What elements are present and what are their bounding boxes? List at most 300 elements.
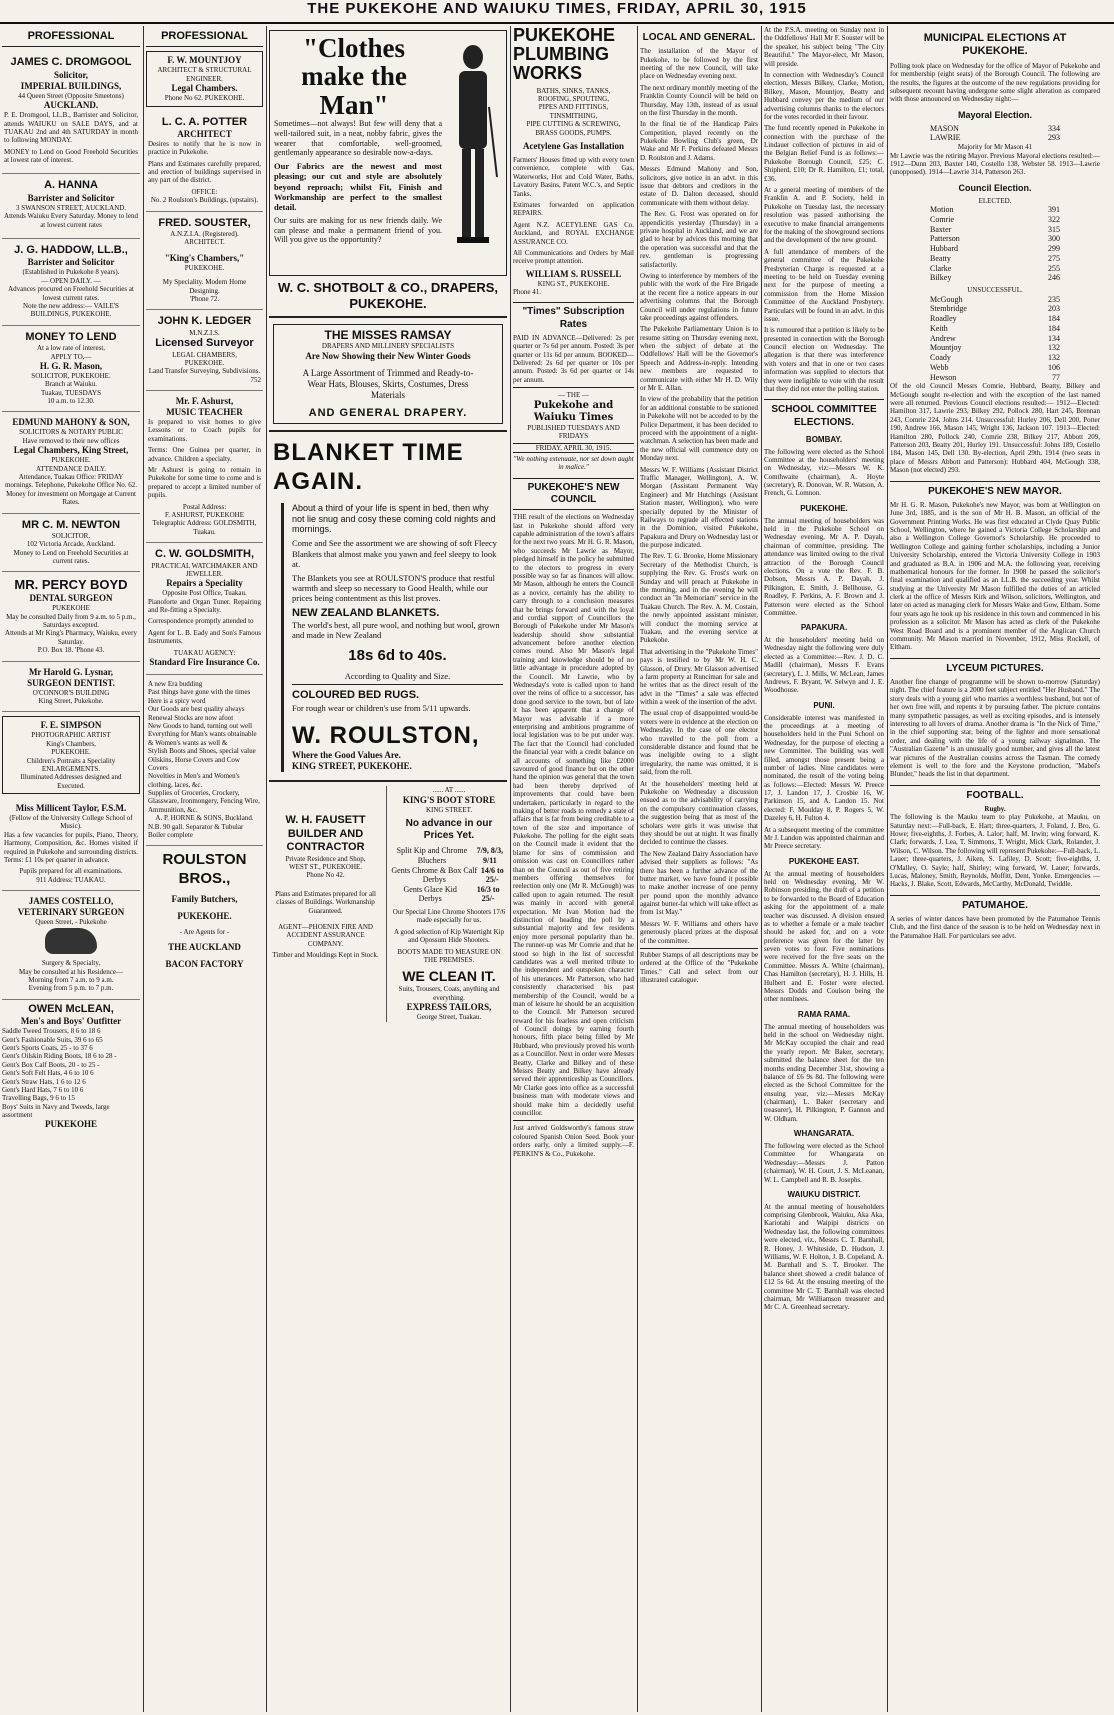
bull-illustration [4,928,138,957]
column-local-general [640,26,758,1712]
ad-ramsay [273,324,503,424]
ad-line: BUILDER AND [287,827,364,840]
ad-line: AUCKLAND. [43,100,99,111]
ad-line: SOLICITOR, PUKEKOHE. [31,371,111,380]
list-item: Gent's Straw Hats, 1 6 to 12 6 [2,1077,86,1086]
ad-line: Land Transfer Surveying, Subdivisions. [148,367,261,376]
ad-text: Our suits are making for us new friends daily. We can please and make a permanent friend of you. Will you give us the opportunity? [274,215,442,245]
ad-line: - Are Agents for - [179,927,230,936]
subhead: Council Election. [958,182,1032,193]
ad-line: Queen Street, - Pukekohe [35,918,107,927]
ad-line: APPLY TO,— [50,352,92,361]
majority: Majority for Mr Mason 41 [957,143,1033,152]
ad-clothes [269,30,507,276]
ad-name: WILLIAM S. RUSSELL [525,268,622,279]
ad-line: "King's Chambers," [164,252,245,263]
flag-title: Pukekohe and Waiuku Times [533,399,614,423]
ad-line: My Speciality. Modern Home Designing. [162,278,247,295]
ad-text: A Large Assortment of Trimmed and Ready-to-Wear Hats, Blouses, Skirts, Costumes, Dress Materials [302,367,474,400]
column-local-general-2 [764,26,884,1712]
result-row [890,225,1100,235]
ad-line: King's Chambers, [46,739,96,748]
ad-text: Plans and Estimates carefully prepared, and erection of buildings supervised in any part of the district. [148,159,261,185]
votes: 293 [1048,133,1060,143]
ad-line: KING STREET. [425,805,473,814]
column-rule [637,26,638,1712]
ad-line: Pupils prepared for all examinations. [19,867,123,876]
ad-souster [146,212,263,311]
candidate: McGough [930,294,963,304]
ad-line: Branch at Waiuku. [45,380,97,389]
ad-subhead: COLOURED BED RUGS. [292,684,503,702]
ad-name: OWEN McLEAN, [28,1002,114,1015]
ad-approaching [146,675,263,846]
ad-title: Solicitor, [54,69,88,80]
article-body: THE result of the elections on Wednesday last in Pukekohe should afford very capable administration of the town's affairs for the next two years. Mr H. G. R. Mason, who succeeds Mr Lawrie as Mayor, pledged himself in the policy he submitted to the electors to progress in every possible way so far as finances will allow. Mr Mason, although he enters the Council as a novice, certainly has the ability to carry through to a conclusion measures that he brings forward and with the loyal and cordial support of Councillors the Borough of Pukekohe under Mr Mason's leadership should show substantial advancement before another election comes round. Also Mr Mason's legal training and knowledge should be of no little advantage in procedure adopted by the Council. Mr Lawrie, who by Wednesday's vote is called upon to hand over the reins of office to a successor, has done good service to the town, but of late it has been apparent that a change of Mayor was advisable if a more enterprising and ambitious programme of local legislation was to be put under way. The fact that the Council had concluded the financial year with a credit balance on all accounts of something like £2000 savoured of good finance but on the other hand the opinion was general that the town had been thereby deprived of improvements that could have been undertaken, particularly in regard to the making of better roads to remedy a state of affairs that is far from being creditable to a town of the size and importance of Pukekohe. The polling for the eight seats on the Council made it evident that the blame for sins of commission and omission was cast on Councillors rather than on the Council as out of five retiring members offering themselves for reelection only one (Mr R. McGough) was called upon to again returned. The result was mainly in accord with general expectation. Mr Ivan Motion had the distinction of heading the poll by a substantial majority and few residents enjoy more personal popularity than he. The runner-up was Mr Comrie and that he stood so high in the list of successful candidates was a well merited tribute to the independent and outspoken character of his utterances. Mr Patterson, who had consistently characterised his past membership of the Council, would be a man of leisure he should be an acquisition to the Council. Mr Patterson secured reward for his fearless and open criticism of Council doings by earning fourth honours, fifth place being filled by Mr Hubbard, who previously proved his worth as a Councillor. Next in order were Messrs Beatty, Clarke and Bilkey and of these Messrs Beatty and Bilkey have already served their apprenticeship as Councillors. Mr Clarke goes into office as a successful business man with moderate views and should make him a decidedly useful councillor. [513,513,634,1117]
column-rule [761,26,762,1712]
ad-name: J. G. HADDOW, LL.B., [14,244,128,256]
candidate: Mountjoy [930,343,962,353]
ad-name: F. W. MOUNTJOY [167,55,242,66]
ad-line: Surgery & Specialty, [41,959,101,968]
votes: 300 [1048,234,1060,244]
news-item: Messrs W. F. Williams and others have generously placed prizes at the disposal of the committee. [640,919,758,945]
ad-text: Rubber Stamps of all descriptions may be ordered at the Office of the "Pukekohe Times." Call and select from our illustrated catalogue. [640,948,758,985]
ad-ashurst [146,391,263,543]
ad-line: PUKEKOHE. [184,358,225,367]
candidate: Bilkey [930,273,952,283]
result-row [890,295,1100,305]
ad-text: Agent for L. B. Eady and Son's Famous Instruments. [148,628,261,646]
ad-line: — OPEN DAILY. — [41,276,101,285]
ad-line: THE AUCKLAND [168,942,241,953]
candidate: Comrie [930,214,954,224]
ad-mclean [2,1000,140,1131]
news-item: Owing to interference by members of the public with the work of the Fire Brigade at the recent fire a notice appears in our advertising columns that the Borough Council will under regulations in future take proceedings against offenders. [640,271,758,322]
ad-line: Money to Lend on Freehold Securities at current rates. [13,548,129,566]
ad-line: Opposite Post Office, Tuakau. [162,589,247,598]
news-item: In view of the probability that the petition for an additional constable to be stationed in Pukekohe will not be acceded to by the Police Department, it has been decided to proceed with the appointment of a night-watchman. A selection has been made and the new official will commence duty on Monday next. [640,395,758,463]
ad-line: Attendance, Tuakau Office: FRIDAY mornings. Telephone, Pukekohe Office No. 62. [4,472,138,490]
ad-line: Postal Address: [182,502,227,511]
ad-line: Note the new address:— VAILE'S BUILDINGS, PUKEKOHE. [23,301,119,319]
news-item: The annual meeting of householders was held in the school on Wednesday night. Mr McKay occupied the chair and read the yearly report. Mr Baker, secretary, submitted the balance sheet for the ten months ending December 31st, showing a balance of £6 9s 8d. The following were elected as the School Committee for the ensuing year, viz:—Messrs McKay (chairman), L. Baker (secretary and treasurer), H. Pilkington, P. Gannon and W. Oldham. [764,1022,884,1123]
result-row [890,264,1100,274]
ad-line: ...... AT ...... [432,786,466,795]
ad-name: THE MISSES RAMSAY [324,327,452,342]
article-body: Mr Lawrie was the retiring Mayor. Previous Mayoral elections resulted:— 1912—Dunn 203, Baxter 140, Costello 138, Webster 58. 1913—Lawrie (unopposed). 1914—Lawrie 314, Patterson 263. [890,151,1100,177]
candidate: MASON [930,123,959,133]
ad-text: Correspondence promptly attended to [148,617,254,626]
news-item: At the annual meeting of householders held on Wednesday evening, Mr W. Robinson presiding, the draft of a petition to be forwarded to the Board of Education asking for the appointment of a male teacher was discussed. A division ensued as to whether a female or a male teacher should be asked for, and on a vote preference was given for the latter by seven votes to four. Five nominations were received for the five seats on the Committee. Messrs A. White (chairman), Chas Hamilton (secretary), H. J. Hills, H. Hulbert and E. Foster were elected. Messrs Dodds and Coulson being the other nominees. [764,869,884,1004]
result-row [890,304,1100,314]
subhead: BOMBAY. [805,434,843,444]
ad-subhead: NEW ZEALAND BLANKETS. [292,606,440,619]
price-row [391,885,507,904]
section-heading: PUKEKOHE'S NEW MAYOR. [890,481,1100,498]
item-price: 16/3 to 25/- [476,884,500,904]
list-item: Gent's Oilskin Riding Boots, 18 6 to 28 - [2,1052,117,1061]
news-item: It is rumoured that a petition is likely to be presented in connection with the Borough Council election on Wednesday. The allegation is that there was interference with voters and that in one or two cases information was supplied to electors that they were ineligible to vote with the result that they did not enter the polling station. [764,326,884,394]
acrostic-line: & Women's wants as well & [148,738,228,747]
acrostic-line: Stylish Boots and Shoes, special value [148,747,256,756]
ad-boyd [2,572,140,661]
ad-line: PUKEKOHE. [51,748,91,757]
ad-title: DENTAL SURGEON [29,593,113,604]
ad-line: AND GENERAL DRAPERY. [308,406,468,419]
ad-text: MONEY to Lend on Good Freehold Securities at lowest rate of interest. [4,147,138,165]
newspaper-flag [513,387,634,472]
ad-name: L. C. A. POTTER [161,115,248,128]
subhead: WAIUKU DISTRICT. [787,1189,861,1199]
ad-mason-money [2,326,140,413]
result-row [890,314,1100,324]
news-item: The following were elected as the School Committee for Whangarata on Wednesday:—Messrs J. Patton (chairman), W. H. Court, J. S. McLeanan, W. L. Campbell and R. B. Josephs. [764,1141,884,1184]
result-row [890,234,1100,244]
ad-dromgool [2,51,140,174]
acrostic-line: Past things have gone with the times [148,688,251,697]
price-row [391,846,507,865]
ad-line: KING ST., PUKEKOHE. [537,279,610,288]
result-row [890,273,1100,283]
news-item: The Rev. T. G. Brooke, Home Missionary Secretary of the Methodist Church, is supplying the Rev. G. Frost's work on Sunday and will preach at Pukekohe in the morning, and in the evening he will conduct an "In Memoriam" service in the Tuakau Church. The Rev. A. M. Costain, the newly appointed assistant minister, will conduct the morning service at Tuakau, and the evening service at Pukekohe. [640,552,758,645]
ad-line: 752 [250,375,261,384]
ad-name: Mr Harold G. Lysnar, [28,666,114,677]
acrostic-line: New Goods to hand, turning out well [148,721,253,730]
result-row [890,124,1100,134]
votes: 184 [1048,323,1060,333]
candidate: Hewson [930,372,957,382]
news-item: The annual meeting of householders was held in the Pukekohe School on Wednesday evening, Mr A. P. Dayah, chairman of committee, presiding. The attendance was limited owing to the rival attraction of the Borough Council elections. On a vote the Rev. F. B. Dobson, Messrs A. P. Dayah, J. Pilkington, E. Smith, J. Bellhouse, G. Roadley, F. Perkins, A. F. Brown and J. Patterson were elected as the School Committee. [764,516,884,617]
news-item: In the final tie of the Handicap Pairs Competition, played recently on the Pukekohe Bowling Club's green, Dr Wake and Mr F. Perkins defeated Messrs D. Roulston and J. Adams. [640,120,758,162]
news-item: At a subsequent meeting of the committee Mr J. Landon was appointed chairman and Mr Preece secretary. [764,825,884,851]
article-body: Of the old Council Messrs Comrie, Hubbard, Beatty, Bilkey and McGough sought re-election and with the exception of the last named were all returned. Previous Council elections resulted:— 1912—Elected: Hamilton 317, Lawrie 293, Bilkey 292, Pollock 280, Hart 245, Brennan 243, Comrie 224, Johns 214. Unsuccessful: Hurley 206, Dell 200, Potter 190, Andrew 166, Mason 145, Wright 136, Jackson 107. 1913—Elected: Hamilton 280, Pollock 240, Comrie 238, Bilkey 217, Abbott 209, Patterson 203, Beatty 201, Hurley 191. Unsuccessful: Johns 189, Costello 184, Mason 145, Dell 130. By-election, April 29th, 1914 (two seats in place of Messrs Abbott and Patterson): Hubbard 404, McGough 338, Mason (not elected) 293. [890,382,1100,475]
ad-name: W. H. FAUSETT [285,814,366,827]
result-row [890,334,1100,344]
news-item: That advertising in the "Pukekohe Times" pays is testified to by Mr W. H. C. Glasson, of Drury. Mr Glasson advertised a farm property at Runciman for sale and he writes that as the direct result of the advt in the "Times" a sale was effected within a week of the insertion of the advt. [640,647,758,707]
item-price: 7/9, 8/3, 9/11 [476,846,504,866]
acrostic-line: Renewal Stocks are now afoot [148,713,234,722]
ad-line: May be consulted Daily from 9 a.m. to 5 p.m., Saturdays excepted. [6,612,136,630]
section-heading: LYCEUM PICTURES. [890,658,1100,675]
ad-line: No. 2 Roulston's Buildings, (upstairs). [150,196,259,205]
ad-line: Tuakau, TUESDAYS [40,388,102,397]
result-row [890,353,1100,363]
acrostic-line: Here is a spicy word [148,696,206,705]
ad-ledger [146,310,263,391]
ad-line: (Fellow of the University College School of Music). [9,814,133,831]
ad-line: Telegraphic Address: GOLDSMITH, Tuakau. [152,519,257,536]
ad-title: ARCHITECT [177,128,232,139]
news-item: The following were elected as the School Committee at the householders' meeting on Wednesday, viz:—Messrs W. K. Comthwaite (chairman), A. Hoyte (secretary), R. Donovan, W. R. Watson, A. French, G. Lomnon. [764,447,884,498]
article-body: The following is the Mauku team to play Pukekohe, at Mauku, on Saturday next:—Full-back, E. Hart; three-quarters, J. Foland, J. Bro, G. Howe; five-eighths, J. Forbes, A. Lalor; half, M. Irwin; wing forward, K. Clark; forwards, J. Lea, T. Simmons, T. Wright, Mick Clark, Rolander, J. Wilson, C. Wilson. The following will represent Pukekohe:—Full-back, L. Lauer; three-quarters, J. Aiken, S. Lafiley, D. Scott; five-eighths, J. O'Malley, O. Sayle; half, Shirley; wing forward, W. Lauer; forwards, Lucas, Maloney, Smith, Reynolds, Moffitt, Dent, Yonke. Emergencies —Hacks, J. Blake, Scott, Edwards, McCarthy, McDonald, Twiddle. [890,813,1100,889]
news-item: The installation of the Mayor of Pukekohe, to be followed by the first meeting of the new Council, will take place on Wednesday evening next. [640,47,758,81]
list-item: BATHS, SINKS, TANKS, [536,86,611,95]
news-item: At the P.S.A. meeting on Sunday next in the Oddfellows' Hall Mr F. Souster will be the speaker, his subject being "The City Beautiful." The Mayor-elect, Mr Mason, will preside. [764,26,884,68]
result-row [890,343,1100,353]
ad-headline: PUKEKOHE PLUMBING WORKS [513,26,616,83]
news-item: The next ordinary monthly meeting of the Franklin County Council will be held on Thursday, May 13th, instead of as usual on the first Thursday in the month. [640,83,758,117]
candidate: Andrew [930,333,956,343]
ad-line: King Street, Pukekohe. [38,696,104,705]
ad-line: George Street, Tuakau. [416,1013,482,1022]
ad-title: VETERINARY SURGEON [17,907,125,918]
result-row [890,254,1100,264]
news-item: The New Zealand Dairy Association have advised their suppliers as follows: "As there has been a further advance of the butter market, we have found it possible to make another increase of one penny per pound upon the monthly advance against butter-fat which will take effect as from 1st May." [640,849,758,917]
votes: 134 [1048,333,1060,343]
ad-line: TUAKAU AGENCY: [173,648,236,657]
ad-line: Private Residence and Shop, [285,854,366,863]
ad-line: 44 Queen Street (Opposite Smeetons) [18,91,124,100]
bottom-ads-row [269,780,507,1021]
ad-line: Advances procured on Freehold Securities at lowest current rates. [8,285,134,302]
ad-name: W. ROULSTON, [292,722,480,750]
news-item: Messrs W. F. Williams (Assistant District Traffic Manager, Wellington), A. W. Morgan (Assistant Permanent Way Engineer) and Mr Hutchings (Assistant Station master, Wellington), who were specially deputed by the Minister of Railways to regrade all effected stations in the Dominion, visited Pukekohe, Papakura and Drury on Wednesday last or the purpose indicated. [640,465,758,550]
flag-date: FRIDAY, APRIL 30, 1915. [513,443,634,453]
news-item: The fund recently opened in Pukekohe in connection with the purchase of the Lindauer collection of pictures in aid of the Belgian Relief Fund is as follows:—Pukekohe Borough Council, £25; C. Shipherd, £10; Dr R. Hamilton, £1; total, £36. [764,124,884,183]
subhead: ELECTED. [978,196,1012,205]
ad-newton [2,514,140,573]
ad-title: SURGEON DENTIST. [27,677,115,688]
ad-text: BOOTS MADE TO MEASURE ON THE PREMISES. [397,947,501,964]
subhead: Mayoral Election. [957,109,1033,120]
ad-line: EXPRESS TAILORS, [406,1002,492,1013]
ad-title: Barrister and Solicitor [27,257,115,268]
acrostic-line: Oilskins, Horse Covers and Cow Covers [148,755,240,772]
news-item: Messrs Edmund Mahony and Son, solicitors, give notice in an advt. in this issue that debtors and creditors in the estate of D. Dalton deceased, should communicate with them without delay. [640,165,758,207]
news-item: The usual crop of disappointed would-be voters were in evidence at the election on Wednesday. In the case of one elector who travelled to the poll from a considerable distance and found that he was ineligible owing to a slight irregularity, the name was omitted, it is said, from the roll. [640,709,758,777]
votes: 391 [1048,205,1060,215]
section-heading: SCHOOL COMMITTEE ELECTIONS. [764,399,884,428]
ad-haddow [2,239,140,326]
ad-line: LEGAL CHAMBERS, [172,350,237,359]
list-item: Gent's Soft Felt Hats, 4 6 to 10 6 [2,1069,94,1078]
section-heading: "Times" Subscription Rates [513,302,634,330]
ad-name: KING'S BOOT STORE [402,794,496,805]
list-item: Gent's Box Calf Boots, 20 - to 25 - [2,1060,100,1069]
ad-line: KING STREET, PUKEKOHE. [292,761,412,772]
section-heading: PROFESSIONAL [2,26,140,47]
ad-line: Family Butchers, [171,894,238,904]
ad-costello [2,891,140,1000]
ad-roulston-bros [146,846,263,982]
ad-line: Money for investment on Mortgage at Current Rates. [6,489,136,507]
ad-line: Legal Chambers, King Street, [13,445,129,456]
column-rule [143,26,144,1712]
ad-name: F. E. SIMPSON [40,720,102,731]
candidate: Keith [930,323,948,333]
ad-line: F. ASHURST, PUKEKOHE [164,510,245,519]
candidate: Patterson [930,234,960,244]
ad-line: M.N.Z.I.S. [189,328,220,337]
ad-text: About a third of your life is spent in bed, then why not lie snug and cosy these coming cold nights and mornings. [292,502,496,535]
column-professional-2 [146,26,263,1712]
ad-text: Our Fabrics are the newest and most pleasing; our cut and style are absolutely beyond reproach; whilst Fit, Finish and Workmanship are perfect to the smallest detail. [274,161,442,213]
ad-text: Just arrived Goldsworthy's famous straw coloured Spanish Onion Seed. Book your orders early, only a limited supply.—F. PERKIN'S & Co., Pukekohe. [513,1120,634,1158]
item-price: 14/6 to 25/- [480,865,504,885]
votes: 184 [1048,314,1060,324]
ad-line: PUKEKOHE. [184,263,225,272]
article-body: Another fine change of programme will be shown to-morrow (Saturday) night. The chief feature is a 2000 feet subject entitled "Her Husband." The story deals with a young girl who marries a worthless husband, but not of her own free will, and repents it by pursuing father. The picture contains many sympathetic passages, as well as exciting episodes, and is intensely interesting to all lovers of drama. Another drama is "In the Nick of Time," in the chief supporting star, being of the lighter and more sensational order, and dealing with the life of a young railway signalman. The "Australian Gazette" is an unusually good number, and gives all the latest war pictures of the Australian cousins across the Tasman. The comedy element is well to the fore and the Keystone production, "Mabel's Blunder," heads the list in that department. [890,678,1100,779]
ad-line: PRACTICAL WATCHMAKER AND JEWELLER. [151,561,258,578]
votes: 322 [1048,214,1060,224]
subhead: PAPAKURA. [800,623,848,633]
ad-name: FRED. SOUSTER, [158,216,251,229]
ad-line: H. G. R. Mason, [39,360,103,371]
ad-line: Children's Portraits a Speciality [26,756,116,765]
ad-line: 10 a.m. to 12.30. [47,397,95,406]
candidate: Webb [930,362,949,372]
ad-line: A.N.Z.I.A. (Registered). [170,230,239,239]
votes: 246 [1048,273,1060,283]
ad-mahony [2,412,140,513]
acrostic-line: A new Era budding [148,679,203,688]
list-item: Gent's Sports Coats, 25 - to 37 6 [2,1043,93,1052]
subhead: PUNI. [813,700,835,710]
ad-title: SOLICITOR. [51,531,91,540]
ad-line: 102 Victoria Arcade, Auckland. [26,540,116,549]
list-item: PIPE CUTTING & SCREWING, [526,120,621,129]
votes: 203 [1048,304,1060,314]
ad-text: Plans and Estimates prepared for all classes of Buildings. Workmanship Guaranteed. [275,889,376,915]
ad-line: ARCHITECT. [184,238,225,247]
result-row [890,373,1100,383]
votes: 255 [1048,263,1060,273]
ad-text: Desires to notify that he is now in practice in Pukekohe. [148,139,261,157]
ad-taylor [2,798,140,891]
result-row [890,363,1100,373]
man-illustration [445,37,500,252]
ad-name: JAMES COSTELLO, [28,896,114,907]
ad-text: Terms: One Guinea per quarter, in advance. Children a specialty. [148,446,261,463]
column-rule [510,26,511,1712]
ad-kings-boot-store [387,786,507,1021]
ad-line: Legal Chambers. [171,83,238,94]
ad-line: Where the Good Values Are. [292,750,401,761]
ad-footer: W. C. SHOTBOLT & CO., DRAPERS, PUKEKOHE. [269,280,507,318]
ad-line: Suits, Trousers, Coats, anything and everything. [398,985,500,1002]
ad-goldsmith [146,543,263,675]
ad-line: 911 Address: TUAKAU. [36,875,106,884]
column-plumbing-council [513,26,634,1712]
ad-line: Phone 41. [513,288,541,297]
list-item: Boys' Suits in Navy and Tweeds, large assortment [2,1102,110,1120]
ad-text: Has a few vacancies for pupils, Piano, Theory, Harmony, Composition, &c. Homes visited if required in Pukekohe and surrounding districts. Terms: £1 10s per quarter in advance. [4,830,138,864]
ad-line: WEST ST., PUKEKOHE. [288,862,363,871]
masthead: THE PUKEKOHE AND WAIUKU TIMES, FRIDAY, APRIL 30, 1915 [0,0,1114,24]
article-body: A series of winter dances have been promoted by the Patumahoe Tennis Club, and the first dance of the season is to be held on Wednesday next in the Patumahoe Hall. For particulars see advt. [890,914,1100,940]
section-heading: FOOTBALL. [890,785,1100,802]
result-row [890,324,1100,334]
column-professional-1 [2,26,140,1712]
price: 18s 6d to 40s. [348,646,447,664]
subhead: WHANGARATA. [793,1129,855,1139]
ad-text: Is prepared to visit homes to give Lessons or to Coach pupils for examinations. [148,418,261,443]
ad-line: May be consulted at his Residence— [18,967,123,976]
acrostic-line: Our Goods are best quality always [148,705,245,714]
news-item: At the householders' meeting held on Wednesday night the following were duly elected as a Committee:—Rev. J. D. C. Madill (chairman), Messrs F. Evans (secretary), L. J. Mills, W. McLean, James Andrews, F. Bryant, W. Selwyn and J. E. Woodhouse. [764,636,884,695]
ad-text: A good selection of Kip Watertight Kip and Opossum Hide Shooters. [393,927,505,945]
ad-name: Miss Millicent Taylor, F.S.M. [15,803,127,814]
list-item: Travelling Bags, 9 6 to 15 [2,1094,75,1103]
column-rule [887,26,888,1712]
result-row [890,215,1100,225]
votes: 315 [1048,224,1060,234]
list-item: PIPES AND FITTINGS, [538,103,609,112]
subhead: PUKEKOHE EAST. [788,856,860,866]
flag-motto: "We nothing extenuate, nor set down aught in malice." [513,455,634,472]
ad-line: Have removed to their new offices [22,436,120,445]
ad-line: BACON FACTORY [165,959,244,970]
ad-line: OFFICE: [191,187,218,196]
acrostic-line: Supplies of Groceries, Crockery, Glassware, Ironmongery, Fencing Wire, Ammunition, &c. [148,789,260,814]
ad-text: Estimates forwarded on application REPAIRS. [513,200,634,218]
ad-text: PAID IN ADVANCE—Delivered: 2s per quarter or 7s 6d per annum. Posted: 3s per quarter or 11s 6d per annum. BOOKED—Delivered: 2s 6d per quarter or 10s per annum. Posted: 3s 6d per quarter or 14s per annum. [513,333,634,384]
candidate: Hubbard [930,244,958,254]
ad-simpson [2,716,140,794]
section-heading: LOCAL AND GENERAL. [642,32,756,43]
list-item: BRASS GOODS, PUMPS. [535,128,612,137]
ad-line: Are Now Showing their New Winter Goods [305,350,471,361]
ad-line: PUKEKOHE [44,1119,97,1130]
subhead: Rugby. [984,804,1006,813]
ad-text: Come and See the assortment we are showing of soft Fleecy Blankets that almost make you yawn and feel sleepy to look at. [292,538,497,570]
ad-line: Standard Fire Insurance Co. [149,657,260,668]
news-item: The Rev. G. Frost was operated on for appendicitis yesterday (Thursday) in a private hospital in Auckland, and we are glad to hear by advices this morning that the operation was successful and that the rev. gentleman is progressing satisfactorily. [640,210,758,269]
votes: 235 [1048,294,1060,304]
result-row [890,205,1100,215]
candidate: Roadley [930,314,957,324]
ad-line: O'CONNOR'S BUILDING [32,688,110,697]
column-rule [266,26,267,1712]
ad-line: Phone No 42. [306,871,345,880]
ad-name: ROULSTON BROS., [162,851,247,887]
ad-line: ARCHITECT & STRUCTURAL ENGINEER. [157,66,252,83]
list-item: Saddle Tweed Trousers, 8 6 to 18 6 [2,1027,101,1036]
ad-line: Licensed Surveyor [155,337,254,350]
ad-text: The Blankets you see at ROULSTON'S produce that restful warmth and sleep so necessary to Good Health, while our prices being contentment as this list proves. [292,572,495,604]
ad-potter [146,111,263,212]
ad-text: P. E. Dromgool, LL.B., Barrister and Solicitor, attends WAIUKU on SALE DAYS, and at TUAKAU 2nd and 4th SATURDAY in month to following MONDAY. [4,111,138,145]
ad-name: MR. PERCY BOYD [14,577,128,593]
article-body: Mr H. G. R. Mason, Pukekohe's new Mayor, was born at Wellington on June 3rd, 1885, and is the son of Mr H. B. Mason, an official of the Government Printing Works. He was first educated at Clyde Quay Public School, Wellington, where he gained a Victoria College Scholarship and also a Wellington College Governor's Scholarship. He proceeded to Wellington College and gaining further scholarships, including a Junior University Scholarship, entered the Victoria University College in 1903 and graduated as B.A. in 1906 and M.A. the following year, receiving mathematical honours for the former. In 1908 he passed the solicitor's final examination and qualified as an LL.B. the succeeding year. Whilst studying at the University Mr Mason fulfilled the duties of an articled clerk at the office of Messrs Kirk and Wilson, solicitors, Wellington, and later on acted as managing clerk for Messrs Wake and Gow, Eltham. Some four years ago he took up his residence in this town and commenced in his profession as a solicitor. Mr Mason has acted as clerk of the Pukekohe West Road Board and is a prominent member of the Anglican Church community. Mr Mason married in November, 1912, Miss Rockell, of Eltham. [890,500,1100,652]
ad-text: Timber and Mouldings Kept in Stock. [272,951,379,960]
column-elections [890,26,1112,1712]
ad-lysnar [2,662,140,713]
votes: 132 [1048,343,1060,353]
ad-mountjoy [146,51,263,106]
ad-line: 'Phone 72. [189,294,220,303]
ad-subhead: Acetylene Gas Installation [523,141,624,152]
ad-text: Attends Waiuku Every Saturday. Money to lend at lowest current rates [4,212,138,229]
list-item: Gent's Hard Hats, 7 6 to 10 6 [2,1085,84,1094]
list-item: ROOFING, SPOUTING, [538,95,609,104]
item: Split Kip and Chrome Bluchers [396,846,468,866]
ad-text: Our Special Line Chrome Shooters 17/6 made especially for us. [392,908,506,925]
ad-name: Mr. F. Ashurst, [175,396,234,407]
ad-text: Farmers' Houses fitted up with every town convenience, complete with Gas, Waterworks, Hot and Cold Water, Baths, Lavatory Basins, Patent W.C.'s, and Septic Tanks. [513,155,634,198]
candidate: LAWRIE [930,133,961,143]
ad-hanna [2,174,140,239]
ad-name: MR C. M. NEWTON [21,518,121,531]
ad-line: PUKEKOHE. [51,456,91,465]
ad-line: N.B. 90 gall. Separator & Tubular Boiler complete [148,822,244,840]
ad-text: Mr Ashurst is going to remain in Pukekohe for some time to come and is prepared to accept a limited number of pupils. [148,466,261,500]
ad-headline: BLANKET TIME [273,439,464,467]
ad-name: C. W. GOLDSMITH, [155,548,254,561]
ad-name: MONEY TO LEND [25,330,117,343]
ad-line: Evening from 5 p.m. to 7 p.m. [28,984,114,993]
